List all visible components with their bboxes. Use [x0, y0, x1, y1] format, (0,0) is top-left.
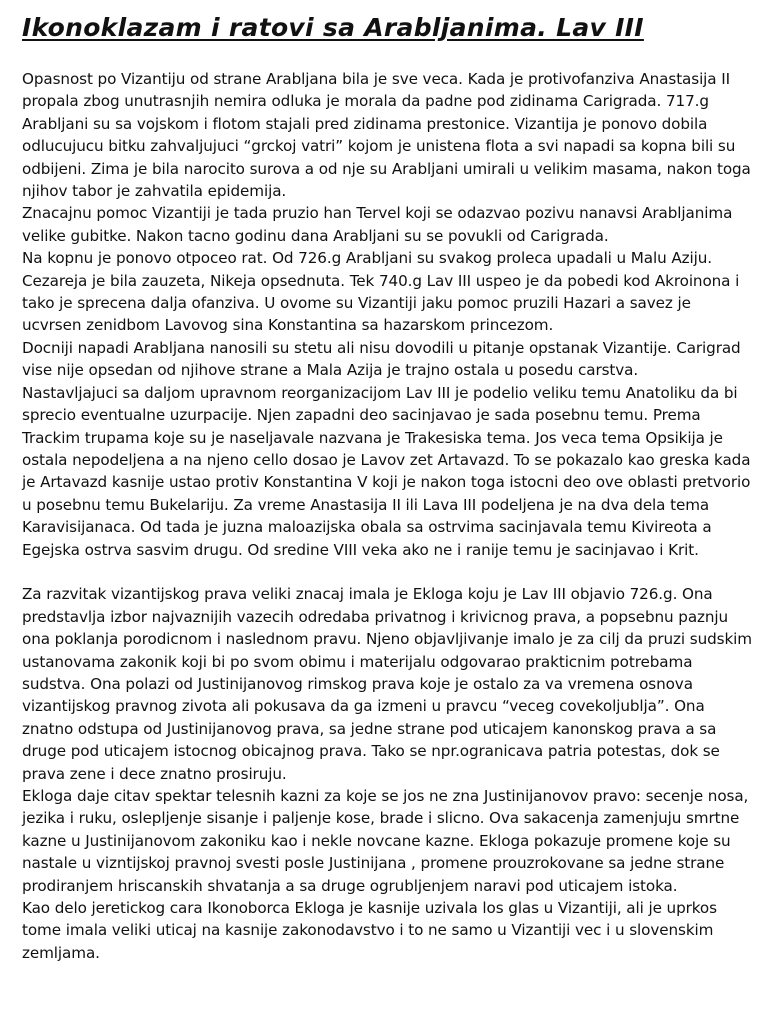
paragraph-arab-siege: Opasnost po Vizantiju od strane Arabljana bila je sve veca. Kada je protivofanziva Anastasija II propala zbog unutrasnjih nemira odluka je morala da padne pod zidinama Carigrada. 717.g Arabljani su sa vojskom i flotom stajali pred zidinama prestonice. Vizantija je ponovo dobila odlucujucu bitku zahvaljujuci “grckoj vatri” kojom je unistena flota a svi napadi sa kopna bili su odbijeni. Zima je bila narocito surova a od nje su Arabljani umirali u velikim masama, nakon toga njihov tabor je zahvatila epidemija. [22, 70, 751, 201]
paragraph-themes-reorganization: Nastavljajuci sa daljom upravnom reorganizacijom Lav III je podelio veliku temu Anatoliku da bi sprecio eventualne uzurpacije. Njen zapadni deo sacinjavao je sada posebnu temu. Prema Trackim trupama koje su je naseljavale nazvana je Trakesiska tema. Jos veca tema Opsikija je ostala nepodeljena a na njeno cello dosao je Lavov zet Artavazd. To se pokazalo kao greska kada je Artavazd kasnije ustao protiv Konstantina V koji je nakon toga istocni deo ove oblasti pretvorio u posebnu temu Bukelariju. Za vreme Anastasija II ili Lava III podeljena je na dva dela tema Karavisijanaca. Od tada je juzna maloazijska obala sa ostrvima sacinjavala temu Kivireota a Egejska ostrva sasvim drugu. Od sredine VIII veka ako ne i ranije temu je sacinjavao i Krit. [22, 383, 751, 559]
paragraph-land-war: Na kopnu je ponovo otpoceo rat. Od 726.g Arabljani su svakog proleca upadali u Malu Aziju. Cezareja je bila zauzeta, Nikeja opsednuta. Tek 740.g Lav III uspeo je da pobedi kod Akroinona i tako je sprecena dalja ofanziva. U ovome su Vizantiji jaku pomoc pruzili Hazari a savez je ucvrsen zenidbom Lavovog sina Konstantina sa hazarskom princezom. [22, 249, 740, 335]
paragraph-ekloga-punishments: Ekloga daje citav spektar telesnih kazni za koje se jos ne zna Justinijanovov pravo: secenje nosa, jezika i ruku, oslepljenje sisanje i paljenje kose, brade i slicno. Ova sakacenja zamenjuju smrtne kazne u Justinijanovom zakoniku kao i nekle novcane kazne. Ekloga pokazuje promene koje su nastale u vizntijskoj pravnoj svesti posle Justinijana , promene prouzrokovane sa jedne strane prodiranjem hriscanskih shvatanja a sa druge ogrubljenjem naravi pod uticajem istoka. [22, 786, 749, 895]
paragraph-ekloga-legacy: Kao delo jeretickog cara Ikonoborca Ekloga je kasnije uzivala los glas u Vizantiji, ali je uprkos tome imala veliki uticaj na kasnije zakonodavstvo i to ne samo u Vizantiji vec i u slovenskim zemljama. [22, 899, 717, 962]
document-page [22, 10, 752, 964]
paragraph-spacer [22, 561, 752, 583]
paragraph-ekloga: Za razvitak vizantijskog prava veliki znacaj imala je Ekloga koju je Lav III objavio 726.g. Ona predstavlja izbor najvaznijih vazecih odredaba privatnog i krivicnog prava, a popsebnu paznju ona poklanja porodicnom i naslednom pravu. Njeno objavljivanje imalo je za cilj da pruzi sudskim ustanovama zakonik koji bi po svom obimu i materijalu odgovarao prakticnim potrebama sudstva. Ona polazi od Justinijanovog rimskog prava koje je ostalo za va vremena osnova vizantijskog pravnog zivota ali pokusava da ga izmeni u pravcu “veceg covekoljublja”. Ona znatno odstupa od Justinijanovog prava, sa jedne strane pod uticajem kanonskog prava a sa druge pod uticajem istocnog obicajnog prava. Tako se npr.ogranicava patria potestas, dok se prava zene i dece znatno prosiruju. [22, 585, 752, 783]
paragraph-later-attacks: Docniji napadi Arabljana nanosili su stetu ali nisu dovodili u pitanje opstanak Vizantije. Carigrad vise nije opsedan od njihove strane a Mala Azija je trajno ostala u posedu carstva. [22, 338, 741, 380]
document-body [22, 68, 752, 964]
paragraph-tervel: Znacajnu pomoc Vizantiji je tada pruzio han Tervel koji se odazvao pozivu nanavsi Arabljanima velike gubitke. Nakon tacno godinu dana Arabljani su se povukli od Carigrada. [22, 204, 733, 245]
document-title: Ikonoklazam i ratovi sa Arabljanima. Lav III [22, 13, 644, 42]
